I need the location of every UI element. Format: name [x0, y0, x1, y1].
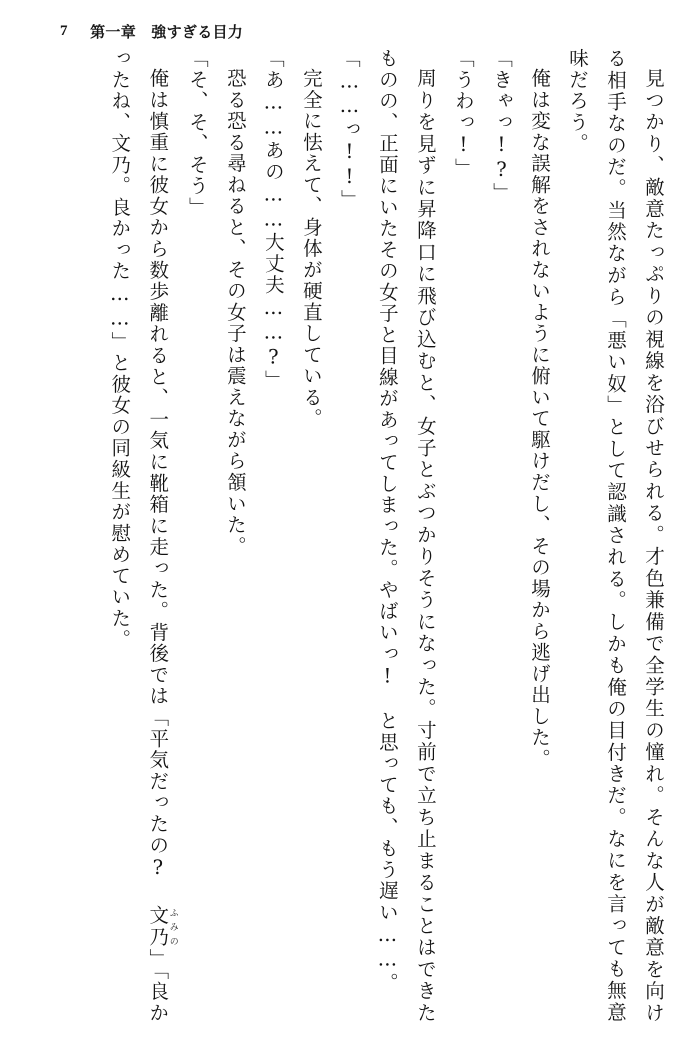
ruby-annotation: 文乃ふみの: [146, 905, 178, 948]
chapter-title: 第一章 強すぎる目力: [90, 24, 244, 41]
vertical-text-block: [28, 48, 672, 1023]
paragraph: 「きゃっ!?」: [489, 48, 513, 204]
running-head: [0, 14, 700, 48]
paragraph: 「……っ!!」: [337, 48, 361, 211]
paragraph: 「うわっ!」: [451, 48, 475, 180]
paragraph: 周りを見ずに昇降口に飛び込むと、女子とぶつかりそうになった。寸前で立ち止まることはできたものの、正面にいたその女子と目線があってしまった。やばいっ! と思っても、もう遅い……。: [375, 48, 437, 1023]
paragraph: 「あ……あの……大丈夫……?」: [261, 48, 285, 392]
body-text-area: [28, 48, 672, 1028]
paragraph: 完全に怯えて、身体が硬直している。: [299, 67, 323, 429]
paragraph: 「そ、そ、そう」: [185, 48, 209, 219]
paragraph: 恐る恐る尋ねると、その女子は震えながら頷いた。: [223, 67, 247, 557]
paragraph-with-ruby: 俺は慎重に彼女から数歩離れると、一気に靴箱に走った。背後では「平気だったの? 文乃ふみの」「良かったね、文乃。良かった……」と彼女の同級生が慰めていた。: [108, 48, 178, 1023]
page-number: 7: [60, 22, 69, 39]
paragraph: 見つかり、敵意たっぷりの視線を浴びせられる。才色兼備で全学生の憧れ。そんな人が敵意を向ける相手なのだ。当然ながら「悪い奴」として認識される。しかも俺の目付きだ。なにを言っても無意味だろう。: [565, 48, 665, 1023]
paragraph: 俺は変な誤解をされないように俯いて駆けだし、その場から逃げ出した。: [527, 67, 551, 769]
